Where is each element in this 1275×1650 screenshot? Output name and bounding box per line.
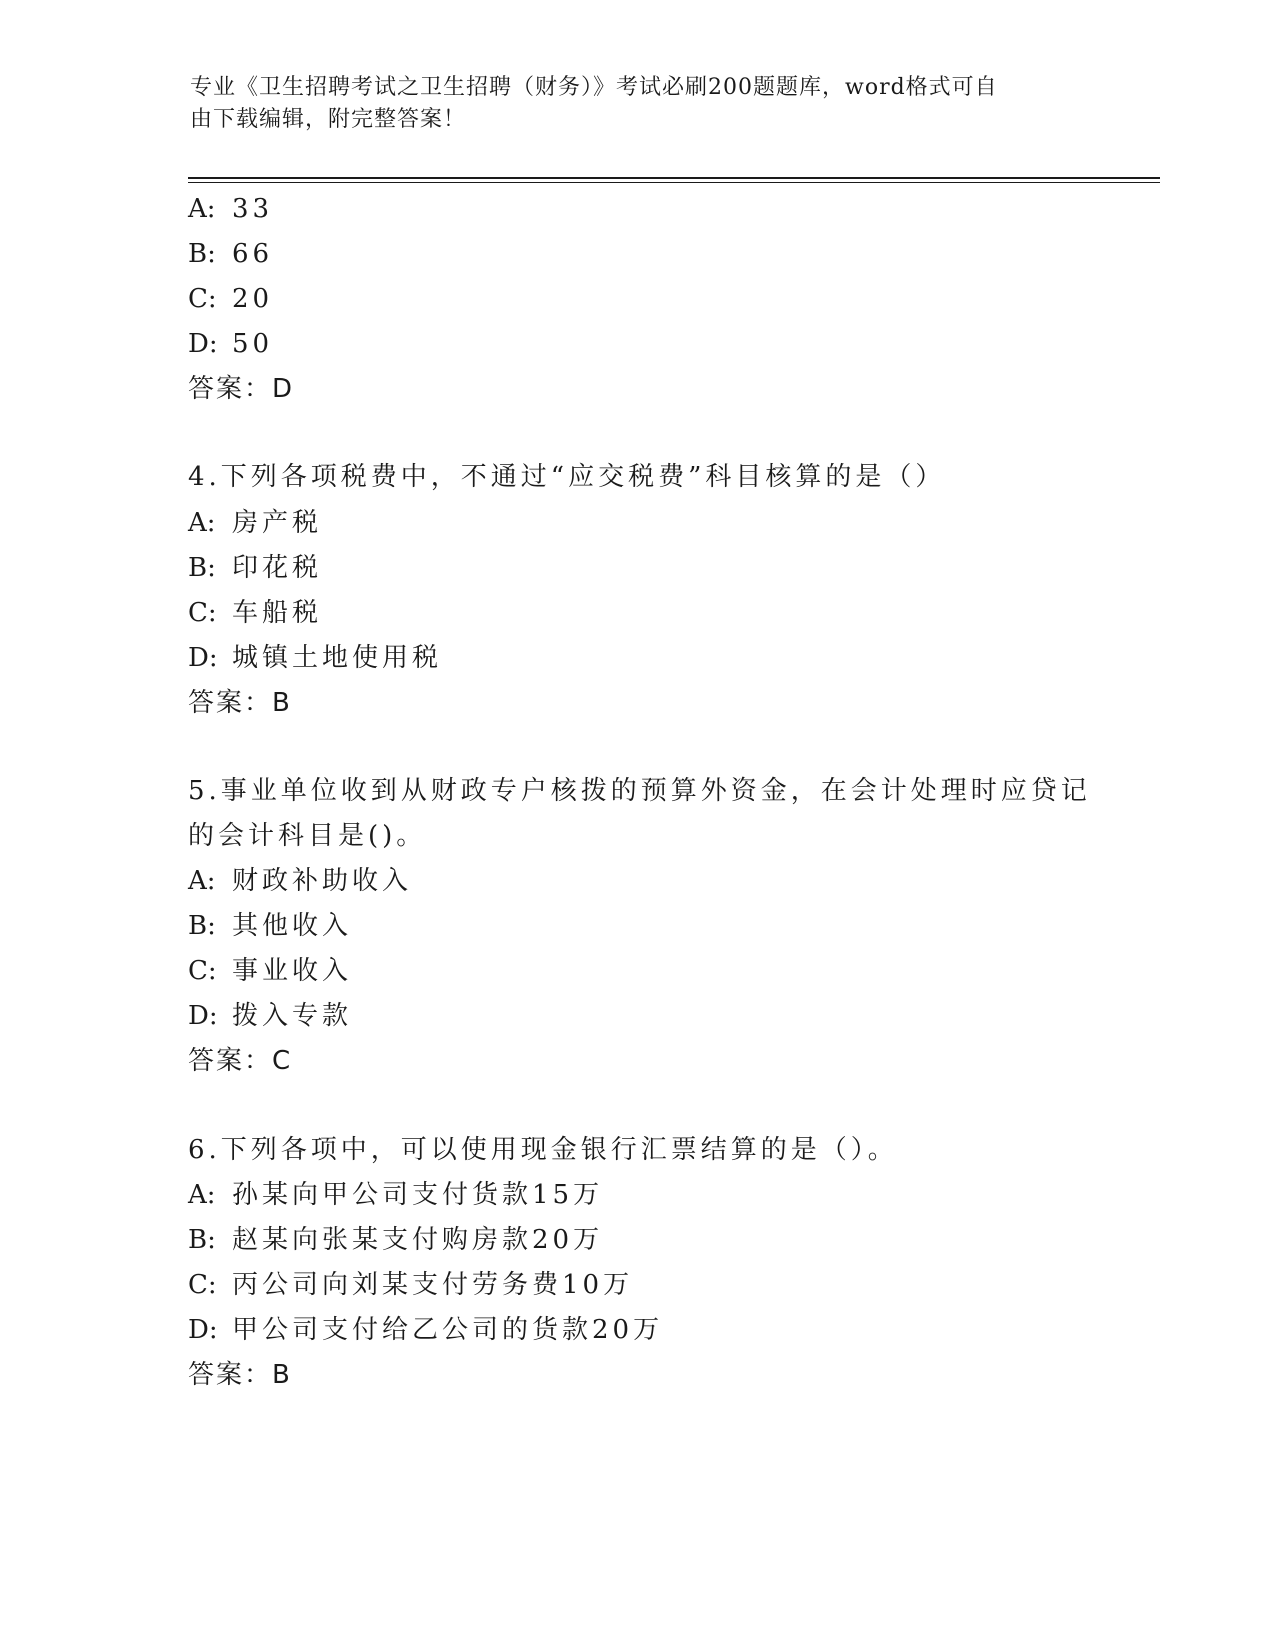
option-letter: D: bbox=[188, 1001, 218, 1031]
q3-option-b bbox=[188, 237, 273, 271]
option-letter: B: bbox=[188, 1225, 216, 1255]
q3-option-a bbox=[188, 192, 273, 226]
q4-option-d bbox=[188, 641, 442, 675]
option-letter: D: bbox=[188, 329, 218, 359]
q4-answer: 答案：B bbox=[188, 688, 292, 718]
q6-option-b bbox=[188, 1223, 603, 1257]
option-letter: C: bbox=[188, 1270, 217, 1300]
q3-option-c bbox=[188, 282, 273, 316]
q3-answer: 答案：D bbox=[188, 374, 295, 404]
q6-option-d bbox=[188, 1313, 663, 1347]
q4-stem: 4.下列各项税费中，不通过“应交税费”科目核算的是（） bbox=[188, 462, 946, 492]
option-letter: A: bbox=[188, 866, 216, 896]
q5-option-c bbox=[188, 954, 352, 988]
q6-option-c bbox=[188, 1268, 633, 1302]
header-line-2: 由下载编辑，附完整答案！ bbox=[190, 107, 467, 132]
option-text: 赵某向张某支付购房款20万 bbox=[232, 1225, 604, 1255]
option-text: 丙公司向刘某支付劳务费10万 bbox=[232, 1270, 634, 1300]
option-text: 其他收入 bbox=[232, 911, 353, 941]
option-text: 甲公司支付给乙公司的货款20万 bbox=[232, 1315, 664, 1345]
option-letter: D: bbox=[188, 643, 218, 673]
header-divider-thick bbox=[188, 177, 1160, 179]
option-text: 财政补助收入 bbox=[232, 866, 413, 896]
header-divider-thin bbox=[188, 182, 1160, 183]
q4-option-a bbox=[188, 506, 322, 540]
option-text: 50 bbox=[232, 329, 274, 359]
option-letter: C: bbox=[188, 284, 217, 314]
option-text: 66 bbox=[232, 239, 274, 269]
option-letter: A: bbox=[188, 1180, 216, 1210]
q5-option-a bbox=[188, 864, 412, 898]
q5-option-b bbox=[188, 909, 352, 943]
q5-answer: 答案：C bbox=[188, 1046, 293, 1076]
q4-option-b bbox=[188, 551, 322, 585]
option-letter: B: bbox=[188, 553, 216, 583]
option-letter: A: bbox=[188, 508, 216, 538]
option-text: 城镇土地使用税 bbox=[232, 643, 443, 673]
option-letter: B: bbox=[188, 911, 216, 941]
option-text: 拨入专款 bbox=[232, 1001, 353, 1031]
option-text: 33 bbox=[232, 194, 274, 224]
option-letter: B: bbox=[188, 239, 216, 269]
option-text: 房产税 bbox=[232, 508, 323, 538]
q5-option-d bbox=[188, 999, 352, 1033]
q4-option-c bbox=[188, 596, 322, 630]
option-letter: C: bbox=[188, 598, 217, 628]
q6-option-a bbox=[188, 1178, 603, 1212]
q5-stem-line-2: 的会计科目是()。 bbox=[188, 821, 427, 851]
option-letter: D: bbox=[188, 1315, 218, 1345]
option-letter: C: bbox=[188, 956, 217, 986]
q3-option-d bbox=[188, 327, 273, 361]
q6-stem: 6.下列各项中，可以使用现金银行汇票结算的是（）。 bbox=[188, 1135, 898, 1165]
q5-stem-line-1: 5.事业单位收到从财政专户核拨的预算外资金，在会计处理时应贷记 bbox=[188, 776, 1091, 806]
document-header bbox=[190, 72, 1090, 136]
q6-answer: 答案：B bbox=[188, 1360, 292, 1390]
option-text: 车船税 bbox=[232, 598, 323, 628]
option-text: 孙某向甲公司支付货款15万 bbox=[232, 1180, 604, 1210]
header-line-1: 专业《卫生招聘考试之卫生招聘（财务）》考试必刷200题题库，word格式可自 bbox=[190, 75, 998, 100]
option-text: 20 bbox=[232, 284, 274, 314]
option-letter: A: bbox=[188, 194, 216, 224]
option-text: 印花税 bbox=[232, 553, 323, 583]
option-text: 事业收入 bbox=[232, 956, 353, 986]
